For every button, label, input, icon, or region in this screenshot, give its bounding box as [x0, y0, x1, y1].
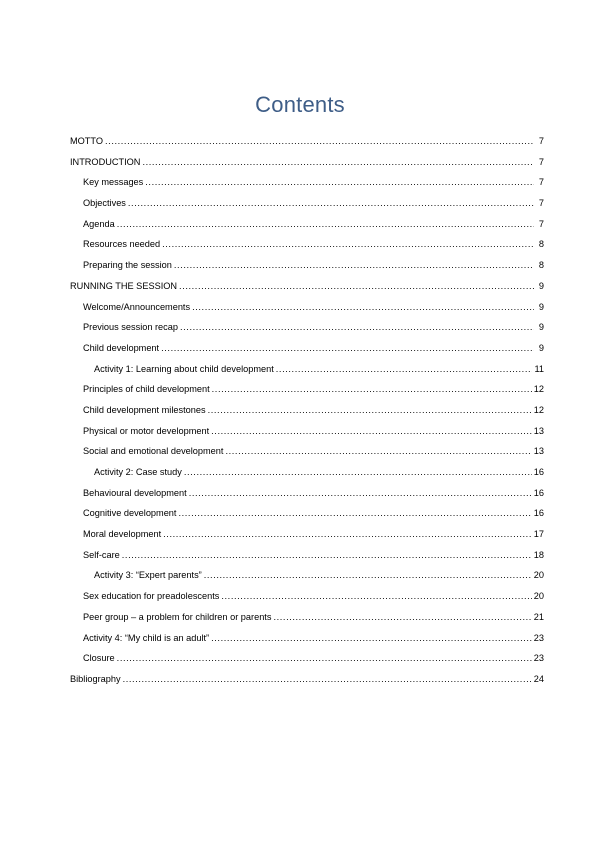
toc-entry[interactable]	[70, 441, 544, 462]
toc-entry-title: Agenda	[83, 218, 115, 229]
toc-entry-page: 11	[534, 363, 544, 374]
toc-entry[interactable]	[70, 276, 544, 297]
toc-entry[interactable]	[70, 152, 544, 173]
toc-entry-title: Child development milestones	[83, 404, 206, 415]
toc-entry-title: Child development	[83, 342, 160, 353]
toc-entry[interactable]	[70, 421, 544, 442]
dot-leader	[117, 648, 532, 669]
toc-entry-page: 18	[533, 549, 544, 560]
dot-leader	[221, 586, 531, 607]
toc-entry-title: Moral development	[83, 529, 162, 540]
table-of-contents	[70, 131, 544, 690]
toc-entry[interactable]	[70, 483, 544, 504]
toc-entry-page: 16	[533, 467, 544, 477]
toc-entry-page: 20	[533, 570, 544, 581]
toc-entry-title: Peer group – a problem for children or parents	[83, 611, 272, 622]
dot-leader	[161, 338, 534, 359]
toc-entry[interactable]	[70, 338, 544, 359]
toc-entry-page: 7	[538, 198, 544, 209]
dot-leader	[178, 503, 531, 524]
toc-entry-page: 7	[538, 218, 544, 229]
dot-leader	[204, 565, 532, 586]
toc-entry-title: Activity 3: “Expert parents”	[94, 570, 202, 581]
toc-entry-title: Activity 2: Case study	[94, 467, 182, 477]
toc-entry-title: Closure	[83, 653, 115, 664]
toc-entry-title: Principles of child development	[83, 384, 210, 395]
dot-leader	[162, 234, 534, 255]
toc-entry-page: 9	[538, 301, 544, 312]
dot-leader	[208, 400, 532, 421]
dot-leader	[142, 152, 534, 173]
toc-entry-page: 7	[538, 156, 544, 167]
dot-leader	[189, 483, 532, 504]
toc-entry-page: 24	[533, 673, 544, 684]
dot-leader	[123, 669, 532, 690]
toc-entry-page: 9	[538, 342, 544, 353]
toc-entry-title: MOTTO	[70, 136, 104, 146]
toc-entry-title: Previous session recap	[83, 322, 178, 333]
toc-entry-title: Key messages	[83, 177, 144, 188]
dot-leader	[225, 441, 531, 462]
toc-entry-title: Self-care	[83, 549, 120, 560]
toc-entry-title: Physical or motor development	[83, 425, 210, 436]
toc-entry-page: 20	[533, 591, 544, 602]
toc-entry-title: Resources needed	[83, 239, 161, 250]
toc-entry[interactable]	[70, 462, 544, 483]
toc-entry-page: 7	[538, 177, 544, 188]
toc-entry-page: 8	[538, 239, 544, 250]
toc-entry-title: Behavioural development	[83, 487, 187, 498]
toc-entry-title: Social and emotional development	[83, 446, 224, 457]
toc-entry[interactable]	[70, 503, 544, 524]
toc-entry[interactable]	[70, 607, 544, 628]
toc-entry-page: 13	[533, 446, 544, 457]
toc-entry-page: 23	[533, 632, 544, 643]
toc-entry[interactable]	[70, 628, 544, 649]
toc-entry-page: 9	[538, 322, 544, 333]
dot-leader	[174, 255, 534, 276]
toc-entry-title: INTRODUCTION	[70, 156, 141, 167]
toc-entry[interactable]	[70, 255, 544, 276]
dot-leader	[163, 524, 532, 545]
page-title: Contents	[255, 92, 345, 117]
toc-entry-title: Cognitive development	[83, 508, 177, 519]
toc-entry-page: 23	[533, 653, 544, 664]
dot-leader	[117, 214, 534, 235]
toc-entry[interactable]	[70, 297, 544, 318]
toc-entry[interactable]	[70, 131, 544, 152]
toc-entry-title: Activity 1: Learning about child development	[94, 363, 274, 374]
toc-entry-page: 9	[538, 280, 544, 291]
toc-entry-title: Sex education for preadolescents	[83, 591, 220, 602]
toc-entry-title: Welcome/Announcements	[83, 301, 191, 312]
toc-entry-page: 16	[533, 508, 544, 519]
toc-entry-page: 12	[533, 384, 544, 395]
toc-entry[interactable]	[70, 586, 544, 607]
toc-entry[interactable]	[70, 379, 544, 400]
toc-entry[interactable]	[70, 317, 544, 338]
toc-entry[interactable]	[70, 234, 544, 255]
toc-entry-title: Objectives	[83, 198, 126, 209]
dot-leader	[273, 607, 531, 628]
toc-entry-page: 16	[533, 487, 544, 498]
toc-entry[interactable]	[70, 172, 544, 193]
dot-leader	[276, 359, 533, 380]
toc-entry-title: Activity 4: “My child is an adult”	[83, 632, 210, 643]
toc-entry[interactable]	[70, 400, 544, 421]
dot-leader	[211, 421, 532, 442]
toc-entry[interactable]	[70, 193, 544, 214]
toc-entry[interactable]	[70, 214, 544, 235]
dot-leader	[122, 545, 532, 566]
toc-entry-page: 7	[538, 136, 544, 146]
dot-leader	[211, 628, 532, 649]
toc-entry[interactable]	[70, 648, 544, 669]
dot-leader	[184, 462, 532, 483]
toc-entry-page: 8	[538, 260, 544, 271]
toc-entry-title: Bibliography	[70, 673, 121, 684]
toc-entry[interactable]	[70, 565, 544, 586]
dot-leader	[212, 379, 532, 400]
toc-entry-page: 21	[533, 611, 544, 622]
toc-entry[interactable]	[70, 524, 544, 545]
toc-entry[interactable]	[70, 669, 544, 690]
dot-leader	[145, 172, 534, 193]
dot-leader	[180, 317, 534, 338]
toc-entry-page: 13	[533, 425, 544, 436]
toc-entry[interactable]	[70, 545, 544, 566]
toc-entry-title: RUNNING THE SESSION	[70, 280, 178, 291]
dot-leader	[179, 276, 534, 297]
dot-leader	[192, 297, 534, 318]
dot-leader	[128, 193, 534, 214]
toc-entry-page: 17	[533, 529, 544, 540]
toc-entry-title: Preparing the session	[83, 260, 172, 271]
toc-entry-page: 12	[533, 404, 544, 415]
toc-entry[interactable]	[70, 359, 544, 380]
dot-leader	[105, 131, 534, 152]
